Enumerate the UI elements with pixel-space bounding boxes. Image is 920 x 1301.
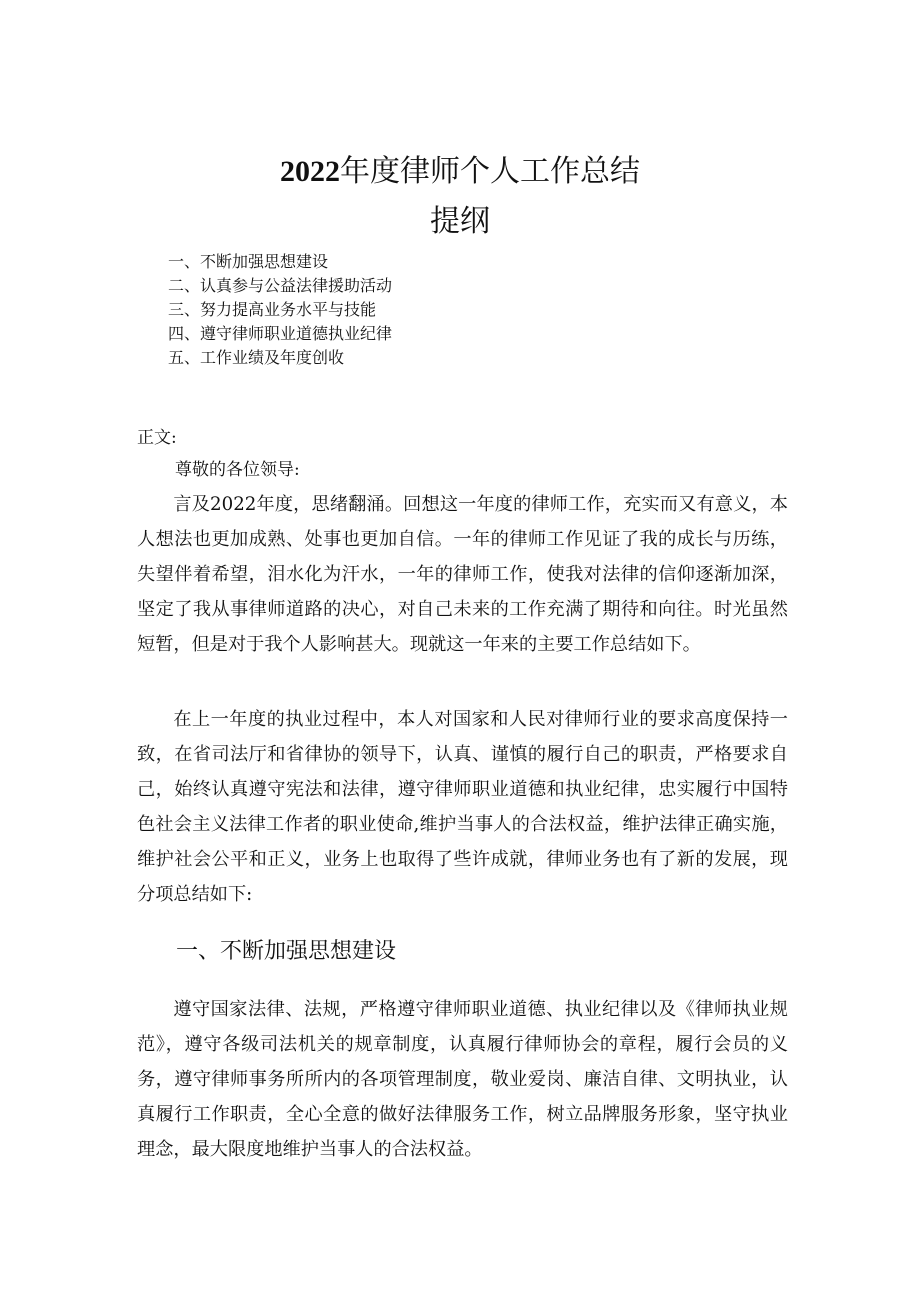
section-heading: 一、不断加强思想建设 bbox=[176, 939, 397, 964]
outline-item: 二、认真参与公益法律援助活动 bbox=[168, 276, 393, 295]
outline-item: 一、不断加强思想建设 bbox=[168, 252, 329, 271]
body-label: 正文: bbox=[137, 428, 177, 448]
title-year: 2022 bbox=[280, 155, 340, 188]
title-text: 年度律师个人工作总结 bbox=[340, 154, 640, 189]
document-subtitle: 提纲 bbox=[430, 204, 490, 239]
section-paragraph: 遵守国家法律、法规，严格遵守律师职业道德、执业纪律以及《律师执业规范》，遵守各级司法机关的规章制度，认真履行律师协会的章程，履行会员的义务，遵守律师事务所所内的各项管理制度，敬业爱岗、廉洁自律、文明执业，认真履行工作职责，全心全意的做好法律服务工作，树立品牌服务形象，坚守执业理念，最大限度地维护当事人的合法权益。 bbox=[137, 999, 788, 1160]
body-paragraph: 言及2022年度，思绪翻涌。回想这一年度的律师工作，充实而又有意义，本人想法也更加成熟、处事也更加自信。一年的律师工作见证了我的成长与历练，失望伴着希望，泪水化为汗水，一年的律师工作，使我对法律的信仰逐渐加深，坚定了我从事律师道路的决心，对自己未来的工作充满了期待和向往。时光虽然短暂，但是对于我个人影响甚大。现就这一年来的主要工作总结如下。 bbox=[137, 494, 788, 655]
outline-item: 五、工作业绩及年度创收 bbox=[168, 348, 345, 367]
outline-item: 三、努力提高业务水平与技能 bbox=[168, 300, 377, 319]
outline-item: 四、遵守律师职业道德执业纪律 bbox=[168, 324, 393, 343]
document-title bbox=[0, 152, 920, 192]
body-paragraph: 在上一年度的执业过程中，本人对国家和人民对律师行业的要求高度保持一致，在省司法厅和省律协的领导下，认真、谨慎的履行自己的职责，严格要求自己，始终认真遵守宪法和法律，遵守律师职业道德和执业纪律，忠实履行中国特色社会主义法律工作者的职业使命,维护当事人的合法权益，维护法律正确实施，维护社会公平和正义，业务上也取得了些许成就，律师业务也有了新的发展，现分项总结如下: bbox=[137, 709, 788, 905]
greeting: 尊敬的各位领导: bbox=[175, 460, 300, 480]
outline-list bbox=[168, 250, 392, 370]
